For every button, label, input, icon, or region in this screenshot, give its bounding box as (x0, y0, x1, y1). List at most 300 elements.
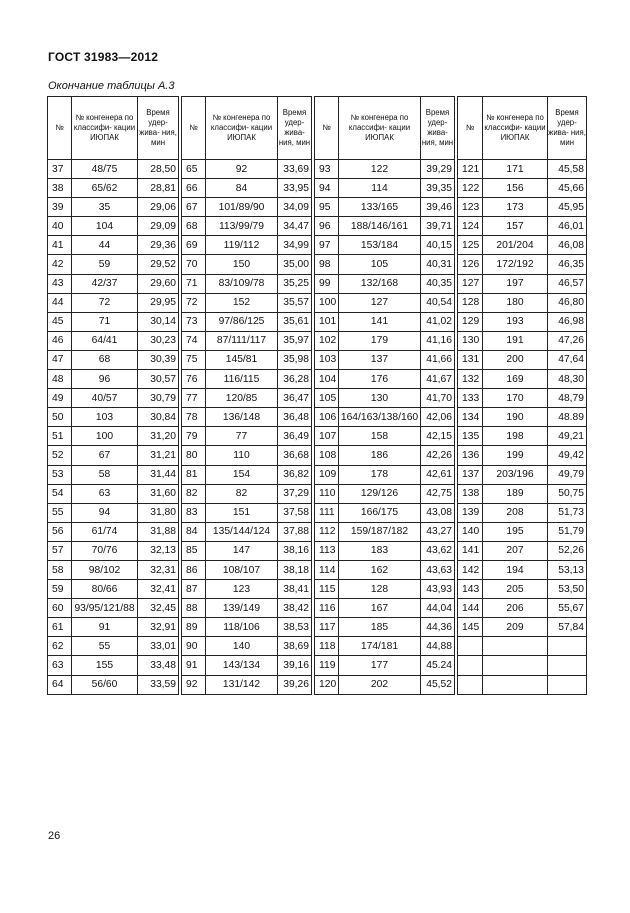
table-row (315, 179, 455, 198)
congener-cell: 178 (339, 465, 421, 484)
row-number-cell: 83 (182, 503, 206, 522)
table-row (315, 217, 455, 236)
retention-time-cell: 33,48 (138, 656, 179, 675)
row-number-cell: 71 (182, 274, 206, 293)
retention-time-cell: 38,42 (278, 599, 312, 618)
retention-time-cell: 35,61 (278, 312, 312, 331)
table-row (315, 446, 455, 465)
column-header-number: № (182, 97, 206, 160)
table-row (182, 637, 312, 656)
row-number-cell: 84 (182, 522, 206, 541)
row-number-cell: 98 (315, 255, 339, 274)
column-header-retention-time: Время удер- жива- ния, мин (138, 97, 179, 160)
row-number-cell: 111 (315, 503, 339, 522)
retention-time-cell: 28,81 (138, 179, 179, 198)
table-row (315, 198, 455, 217)
table-row (458, 446, 587, 465)
congener-cell: 103 (72, 408, 138, 427)
row-number-cell: 60 (48, 599, 72, 618)
retention-time-cell: 34,09 (278, 198, 312, 217)
table-row (458, 236, 587, 255)
table-row (48, 656, 179, 675)
row-number-cell: 110 (315, 484, 339, 503)
retention-time-cell: 44,88 (421, 637, 455, 656)
row-number-cell: 121 (458, 160, 483, 179)
congener-cell: 209 (483, 618, 548, 637)
congener-cell: 205 (483, 580, 548, 599)
row-number-cell: 95 (315, 198, 339, 217)
congener-cell: 189 (483, 484, 548, 503)
table-row (182, 217, 312, 236)
table-row (315, 656, 455, 675)
table-row (315, 331, 455, 350)
congener-cell: 197 (483, 274, 548, 293)
retention-time-cell: 37,88 (278, 522, 312, 541)
retention-time-cell: 44,04 (421, 599, 455, 618)
header-row (315, 97, 455, 160)
row-number-cell: 38 (48, 179, 72, 198)
row-number-cell: 72 (182, 293, 206, 312)
congener-cell: 118/106 (206, 618, 278, 637)
table-row (315, 560, 455, 579)
retention-time-cell: 36,28 (278, 370, 312, 389)
retention-time-cell: 39,71 (421, 217, 455, 236)
row-number-cell: 90 (182, 637, 206, 656)
retention-time-cell: 31,44 (138, 465, 179, 484)
congener-cell: 157 (483, 217, 548, 236)
table-row (182, 408, 312, 427)
row-number-cell: 140 (458, 522, 483, 541)
retention-time-cell: 41,02 (421, 312, 455, 331)
row-number-cell: 142 (458, 560, 483, 579)
row-number-cell: 106 (315, 408, 339, 427)
row-number-cell: 44 (48, 293, 72, 312)
congener-cell: 83/109/78 (206, 274, 278, 293)
congener-cell: 147 (206, 541, 278, 560)
retention-time-cell: 29,06 (138, 198, 179, 217)
row-number-cell (458, 637, 483, 656)
congener-cell: 174/181 (339, 637, 421, 656)
column-header-congener: № конгенера по классифи- кации ИЮПАК (206, 97, 278, 160)
column-header-congener: № конгенера по классифи- кации ИЮПАК (483, 97, 548, 160)
table-row (315, 484, 455, 503)
congener-cell: 64/41 (72, 331, 138, 350)
row-number-cell: 85 (182, 541, 206, 560)
table-row (315, 274, 455, 293)
row-number-cell: 103 (315, 350, 339, 369)
congener-cell: 140 (206, 637, 278, 656)
header-row (182, 97, 312, 160)
table-row (315, 408, 455, 427)
congener-cell: 145/81 (206, 350, 278, 369)
row-number-cell (458, 656, 483, 675)
congener-cell: 96 (72, 370, 138, 389)
table-row (48, 274, 179, 293)
congener-cell: 129/126 (339, 484, 421, 503)
congener-cell: 152 (206, 293, 278, 312)
table-row (315, 293, 455, 312)
retention-time-cell: 43,93 (421, 580, 455, 599)
congener-cell: 105 (339, 255, 421, 274)
congener-cell: 177 (339, 656, 421, 675)
retention-time-cell: 40,54 (421, 293, 455, 312)
retention-time-cell: 48,79 (548, 389, 587, 408)
congener-cell: 137 (339, 350, 421, 369)
column-header-number: № (315, 97, 339, 160)
table-row (48, 484, 179, 503)
row-number-cell: 104 (315, 370, 339, 389)
table-row (458, 503, 587, 522)
congener-cell: 169 (483, 370, 548, 389)
table-row (182, 541, 312, 560)
congener-cell: 199 (483, 446, 548, 465)
congener-cell: 82 (206, 484, 278, 503)
table-block-1 (47, 96, 179, 695)
row-number-cell: 62 (48, 637, 72, 656)
row-number-cell: 118 (315, 637, 339, 656)
congener-cell: 116/115 (206, 370, 278, 389)
retention-time-cell: 44,36 (421, 618, 455, 637)
row-number-cell: 135 (458, 427, 483, 446)
table-row (182, 198, 312, 217)
row-number-cell: 117 (315, 618, 339, 637)
row-number-cell: 145 (458, 618, 483, 637)
congener-cell: 154 (206, 465, 278, 484)
column-header-retention-time: Время удер- жива- ния, мин (421, 97, 455, 160)
retention-time-cell: 37,58 (278, 503, 312, 522)
row-number-cell: 69 (182, 236, 206, 255)
congener-cell: 35 (72, 198, 138, 217)
retention-time-cell: 47,64 (548, 350, 587, 369)
retention-time-cell: 43,08 (421, 503, 455, 522)
congener-cell: 114 (339, 179, 421, 198)
congener-cell: 208 (483, 503, 548, 522)
congener-cell: 143/134 (206, 656, 278, 675)
retention-time-cell: 32,91 (138, 618, 179, 637)
table-row (48, 350, 179, 369)
row-number-cell: 119 (315, 656, 339, 675)
congener-cell: 123 (206, 580, 278, 599)
table-row (458, 350, 587, 369)
retention-time-cell: 53,13 (548, 560, 587, 579)
table-row (48, 389, 179, 408)
congener-cell: 133/165 (339, 198, 421, 217)
row-number-cell: 93 (315, 160, 339, 179)
table-row (315, 541, 455, 560)
row-number-cell: 68 (182, 217, 206, 236)
retention-time-cell: 32,13 (138, 541, 179, 560)
congener-cell: 188/146/161 (339, 217, 421, 236)
table-row (182, 465, 312, 484)
congener-cell: 139/149 (206, 599, 278, 618)
retention-time-cell: 46,80 (548, 293, 587, 312)
retention-time-cell: 37,29 (278, 484, 312, 503)
retention-time-cell: 36,68 (278, 446, 312, 465)
table-row (182, 484, 312, 503)
row-number-cell: 40 (48, 217, 72, 236)
retention-time-cell: 39,46 (421, 198, 455, 217)
row-number-cell: 116 (315, 599, 339, 618)
table-row (458, 198, 587, 217)
table-row (182, 618, 312, 637)
table-row (182, 446, 312, 465)
congener-cell: 104 (72, 217, 138, 236)
table-row (458, 408, 587, 427)
congener-cell: 84 (206, 179, 278, 198)
table-row (315, 599, 455, 618)
table-row (458, 599, 587, 618)
retention-time-cell: 32,41 (138, 580, 179, 599)
congener-cell: 202 (339, 675, 421, 694)
table-row (182, 599, 312, 618)
congener-cell: 166/175 (339, 503, 421, 522)
column-header-retention-time: Время удер- жива- ния, мин (278, 97, 312, 160)
row-number-cell: 82 (182, 484, 206, 503)
row-number-cell: 143 (458, 580, 483, 599)
row-number-cell: 74 (182, 331, 206, 350)
retention-time-cell: 41,67 (421, 370, 455, 389)
row-number-cell: 134 (458, 408, 483, 427)
table-row (458, 522, 587, 541)
row-number-cell: 100 (315, 293, 339, 312)
table-row (315, 503, 455, 522)
congener-cell: 164/163/138/160 (339, 408, 421, 427)
retention-time-cell: 36,48 (278, 408, 312, 427)
row-number-cell: 96 (315, 217, 339, 236)
row-number-cell: 76 (182, 370, 206, 389)
retention-time-cell: 43,62 (421, 541, 455, 560)
table-row (458, 389, 587, 408)
retention-time-cell: 46,08 (548, 236, 587, 255)
row-number-cell: 124 (458, 217, 483, 236)
retention-time-cell: 42,61 (421, 465, 455, 484)
retention-time-cell: 51,79 (548, 522, 587, 541)
retention-time-cell: 45,66 (548, 179, 587, 198)
table-row (315, 255, 455, 274)
table-row (315, 312, 455, 331)
congener-cell: 91 (72, 618, 138, 637)
table-row (182, 255, 312, 274)
retention-time-cell: 29,60 (138, 274, 179, 293)
retention-time-cell: 45.24 (421, 656, 455, 675)
table-row (458, 427, 587, 446)
congener-cell (483, 656, 548, 675)
congener-cell: 92 (206, 160, 278, 179)
table-row (458, 618, 587, 637)
congener-cell: 128 (339, 580, 421, 599)
congener-cell: 63 (72, 484, 138, 503)
retention-time-cell: 29,09 (138, 217, 179, 236)
retention-time-cell: 46,98 (548, 312, 587, 331)
column-header-congener: № конгенера по классифи- кации ИЮПАК (72, 97, 138, 160)
congener-cell: 77 (206, 427, 278, 446)
congener-cell: 122 (339, 160, 421, 179)
row-number-cell: 113 (315, 541, 339, 560)
table-row (458, 217, 587, 236)
row-number-cell: 120 (315, 675, 339, 694)
congener-cell: 94 (72, 503, 138, 522)
row-number-cell: 92 (182, 675, 206, 694)
table-row (48, 160, 179, 179)
retention-time-cell: 49,79 (548, 465, 587, 484)
row-number-cell: 48 (48, 370, 72, 389)
table-row (458, 293, 587, 312)
congener-cell: 80/66 (72, 580, 138, 599)
retention-time-cell: 30,84 (138, 408, 179, 427)
retention-time-cell: 43,63 (421, 560, 455, 579)
row-number-cell: 86 (182, 560, 206, 579)
retention-time-cell: 30,39 (138, 350, 179, 369)
table-row (315, 350, 455, 369)
table-row (182, 350, 312, 369)
table-row (182, 160, 312, 179)
congener-cell: 70/76 (72, 541, 138, 560)
table-row (315, 637, 455, 656)
retention-time-cell: 47,26 (548, 331, 587, 350)
retention-time-cell: 32,31 (138, 560, 179, 579)
retention-time-cell: 38,16 (278, 541, 312, 560)
page-number: 26 (48, 830, 61, 842)
table-row (458, 160, 587, 179)
table-row (48, 217, 179, 236)
congener-cell: 190 (483, 408, 548, 427)
row-number-cell: 56 (48, 522, 72, 541)
retention-time-cell: 40,35 (421, 274, 455, 293)
table-row (48, 427, 179, 446)
retention-time-cell: 34,99 (278, 236, 312, 255)
table-row (182, 560, 312, 579)
retention-time-cell: 36,47 (278, 389, 312, 408)
table-row (48, 446, 179, 465)
row-number-cell: 54 (48, 484, 72, 503)
table-row (182, 675, 312, 694)
table-row (458, 312, 587, 331)
retention-time-cell: 33,01 (138, 637, 179, 656)
table-row (458, 580, 587, 599)
table-row (315, 160, 455, 179)
table-row (315, 465, 455, 484)
table-row (48, 465, 179, 484)
congener-cell: 101/89/90 (206, 198, 278, 217)
table-caption: Окончание таблицы А.3 (48, 80, 175, 92)
header-row (458, 97, 587, 160)
congener-cell: 127 (339, 293, 421, 312)
row-number-cell: 79 (182, 427, 206, 446)
congener-cell: 162 (339, 560, 421, 579)
table-row (182, 179, 312, 198)
table-row (182, 370, 312, 389)
congener-cell (483, 675, 548, 694)
row-number-cell: 46 (48, 331, 72, 350)
row-number-cell: 77 (182, 389, 206, 408)
retention-time-cell: 38,41 (278, 580, 312, 599)
row-number-cell: 80 (182, 446, 206, 465)
row-number-cell: 39 (48, 198, 72, 217)
table-row (315, 580, 455, 599)
table-row (48, 370, 179, 389)
congener-cell: 135/144/124 (206, 522, 278, 541)
row-number-cell: 141 (458, 541, 483, 560)
row-number-cell: 125 (458, 236, 483, 255)
table-row (315, 522, 455, 541)
retention-time-cell: 35,00 (278, 255, 312, 274)
congener-cell: 201/204 (483, 236, 548, 255)
congener-cell: 98/102 (72, 560, 138, 579)
congener-cell: 176 (339, 370, 421, 389)
retention-time-cell: 46,57 (548, 274, 587, 293)
retention-time-cell: 39,16 (278, 656, 312, 675)
congener-cell: 65/62 (72, 179, 138, 198)
row-number-cell: 43 (48, 274, 72, 293)
congener-cell: 58 (72, 465, 138, 484)
congener-cell: 170 (483, 389, 548, 408)
table-row (48, 408, 179, 427)
table-row (48, 503, 179, 522)
row-number-cell: 91 (182, 656, 206, 675)
congener-cell: 200 (483, 350, 548, 369)
table-row (315, 236, 455, 255)
table-row (315, 427, 455, 446)
table-row (458, 560, 587, 579)
congener-cell: 158 (339, 427, 421, 446)
row-number-cell: 51 (48, 427, 72, 446)
row-number-cell: 138 (458, 484, 483, 503)
retention-time-cell: 41,70 (421, 389, 455, 408)
table-row (458, 465, 587, 484)
congener-cell: 71 (72, 312, 138, 331)
row-number-cell: 63 (48, 656, 72, 675)
congener-cell: 136/148 (206, 408, 278, 427)
column-header-number: № (458, 97, 483, 160)
congener-cell: 119/112 (206, 236, 278, 255)
row-number-cell: 53 (48, 465, 72, 484)
table-row (182, 656, 312, 675)
table-row (458, 274, 587, 293)
retention-table (47, 96, 587, 695)
retention-time-cell (548, 675, 587, 694)
row-number-cell: 81 (182, 465, 206, 484)
row-number-cell: 132 (458, 370, 483, 389)
congener-cell: 110 (206, 446, 278, 465)
table-row (458, 675, 587, 694)
row-number-cell: 65 (182, 160, 206, 179)
table-block-3 (314, 96, 455, 695)
congener-cell: 198 (483, 427, 548, 446)
retention-time-cell: 31,20 (138, 427, 179, 446)
table-row (182, 522, 312, 541)
retention-time-cell: 33,69 (278, 160, 312, 179)
congener-cell: 173 (483, 198, 548, 217)
retention-time-cell: 33,59 (138, 675, 179, 694)
retention-time-cell: 49,21 (548, 427, 587, 446)
row-number-cell: 137 (458, 465, 483, 484)
table-block-2 (181, 96, 312, 695)
row-number-cell: 89 (182, 618, 206, 637)
congener-cell: 44 (72, 236, 138, 255)
table-row (48, 675, 179, 694)
retention-time-cell: 38,18 (278, 560, 312, 579)
congener-cell: 183 (339, 541, 421, 560)
table-block-4 (457, 96, 587, 695)
document-header: ГОСТ 31983—2012 (48, 50, 159, 64)
retention-time-cell (548, 637, 587, 656)
retention-time-cell: 31,60 (138, 484, 179, 503)
column-header-congener: № конгенера по классифи- кации ИЮПАК (339, 97, 421, 160)
retention-time-cell: 52,26 (548, 541, 587, 560)
row-number-cell: 58 (48, 560, 72, 579)
congener-cell: 67 (72, 446, 138, 465)
retention-time-cell: 34,47 (278, 217, 312, 236)
